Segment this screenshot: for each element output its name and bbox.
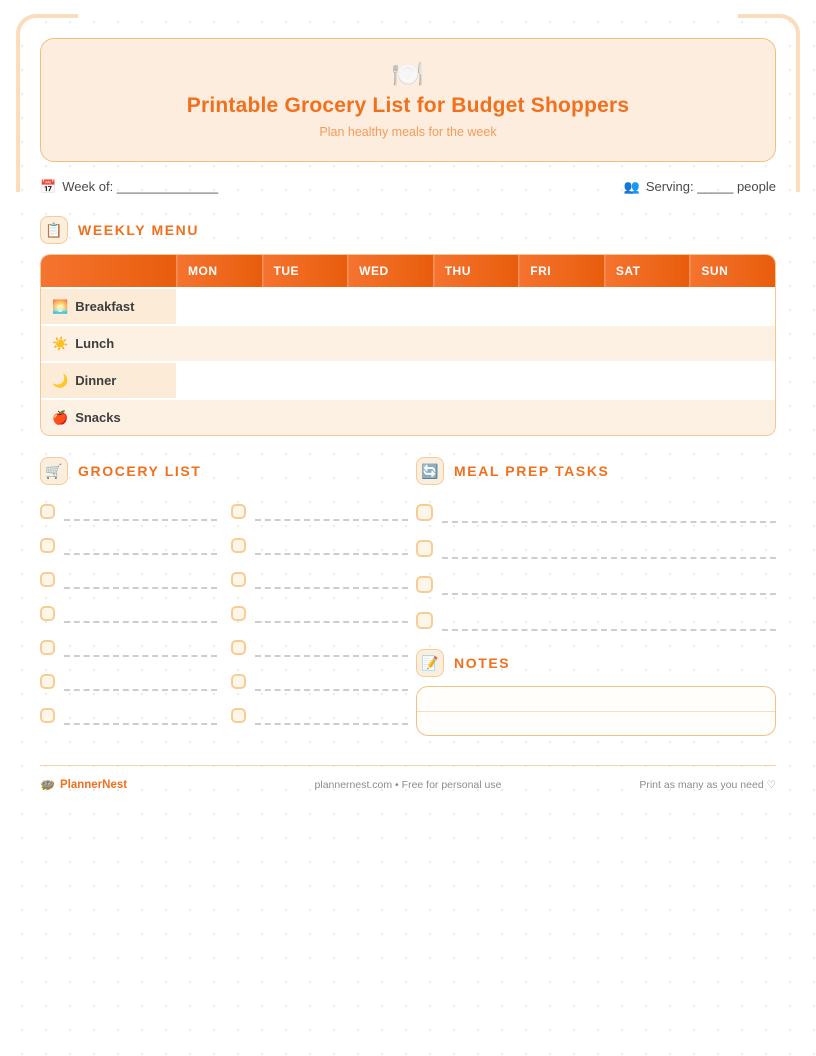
grocery-item <box>40 562 217 596</box>
row-label-snacks <box>41 400 176 435</box>
weekly-menu-header <box>40 216 776 244</box>
grocery-item <box>231 664 408 698</box>
table-header-fri: FRI <box>518 255 604 287</box>
meal-prep-row <box>416 494 776 530</box>
grocery-item <box>40 698 217 732</box>
grocery-checkbox[interactable] <box>40 708 55 723</box>
grocery-checkbox[interactable] <box>40 504 55 519</box>
plate-cutlery-icon: 🍽️ <box>391 59 425 89</box>
grocery-list-header <box>40 457 408 485</box>
grocery-write-line <box>255 553 408 555</box>
meal-prep-section <box>416 457 776 638</box>
dinner-entry-cells[interactable] <box>176 363 775 398</box>
grocery-item <box>231 528 408 562</box>
table-header-mon: MON <box>176 255 262 287</box>
table-header-row <box>41 255 775 287</box>
notes-box[interactable] <box>416 686 776 736</box>
meal-prep-write-line <box>442 629 776 631</box>
meta-row <box>40 179 776 194</box>
grocery-row <box>40 664 408 698</box>
right-column <box>416 457 776 736</box>
grocery-checkbox[interactable] <box>231 538 246 553</box>
meal-prep-item <box>416 602 776 638</box>
serving-label: Serving: _____ people <box>645 179 776 194</box>
grocery-item <box>40 664 217 698</box>
grocery-checkbox[interactable] <box>231 504 246 519</box>
table-header-corner <box>41 255 176 287</box>
meal-prep-checkbox[interactable] <box>416 504 433 521</box>
grocery-checkbox[interactable] <box>231 640 246 655</box>
grocery-write-line <box>255 655 408 657</box>
grocery-checkbox[interactable] <box>40 572 55 587</box>
table-row-snacks <box>41 398 775 435</box>
clipboard-icon: 📋 <box>40 216 68 244</box>
brand-logo <box>40 779 240 791</box>
meal-prep-row <box>416 566 776 602</box>
table-header-sun: SUN <box>689 255 775 287</box>
notes-header <box>416 649 776 677</box>
meal-prep-title: MEAL PREP TASKS <box>454 463 610 479</box>
grocery-row <box>40 562 408 596</box>
meal-prep-item <box>416 566 776 602</box>
lunch-entry-cells[interactable] <box>176 326 775 361</box>
meal-prep-write-line <box>442 521 776 523</box>
grocery-write-line <box>64 621 217 623</box>
grocery-write-line <box>255 689 408 691</box>
page-title: Printable Grocery List for Budget Shoppers <box>186 94 630 117</box>
grocery-checkbox[interactable] <box>231 572 246 587</box>
footer-center-text: plannernest.com • Free for personal use <box>314 779 502 791</box>
table-header-tue: TUE <box>262 255 348 287</box>
lower-sections <box>40 457 776 736</box>
sun-icon: ☀️ <box>52 336 69 351</box>
weekly-menu-table <box>40 254 776 436</box>
row-label-dinner <box>41 363 176 398</box>
grocery-write-line <box>255 587 408 589</box>
footer-right-text: Print as many as you need ♡ <box>639 779 776 791</box>
memo-icon: 📝 <box>416 649 444 677</box>
table-header-wed: WED <box>347 255 433 287</box>
people-icon: 👥 <box>623 179 640 194</box>
meal-prep-row <box>416 602 776 638</box>
grocery-checkbox[interactable] <box>40 674 55 689</box>
row-label-text: Snacks <box>75 410 121 425</box>
nest-icon: 🪺 <box>40 778 55 792</box>
meal-prep-checkbox[interactable] <box>416 540 433 557</box>
grocery-rows <box>40 494 408 732</box>
row-label-text: Lunch <box>75 336 115 351</box>
meal-prep-item <box>416 494 776 530</box>
meal-prep-item <box>416 530 776 566</box>
notes-ruled-line <box>417 711 775 712</box>
grocery-write-line <box>64 723 217 725</box>
breakfast-entry-cells[interactable] <box>176 289 775 324</box>
brand-name: PlannerNest <box>59 779 128 791</box>
grocery-list-section <box>40 457 408 736</box>
grocery-write-line <box>64 655 217 657</box>
grocery-write-line <box>255 723 408 725</box>
grocery-item <box>231 630 408 664</box>
grocery-item <box>231 596 408 630</box>
row-label-text: Dinner <box>75 373 117 388</box>
grocery-row <box>40 494 408 528</box>
grocery-item <box>231 494 408 528</box>
grocery-checkbox[interactable] <box>231 674 246 689</box>
row-label-lunch <box>41 326 176 361</box>
page-footer <box>40 765 776 791</box>
grocery-write-line <box>64 689 217 691</box>
grocery-write-line <box>64 553 217 555</box>
apple-icon: 🍎 <box>52 410 69 425</box>
grocery-row <box>40 698 408 732</box>
weekly-menu-section <box>40 216 776 436</box>
grocery-checkbox[interactable] <box>40 538 55 553</box>
grocery-list-title: GROCERY LIST <box>78 463 202 479</box>
table-header-sat: SAT <box>604 255 690 287</box>
shopping-cart-icon: 🛒 <box>40 457 68 485</box>
grocery-write-line <box>64 587 217 589</box>
table-header-thu: THU <box>433 255 519 287</box>
grocery-checkbox[interactable] <box>231 606 246 621</box>
grocery-row <box>40 596 408 630</box>
meal-prep-row <box>416 530 776 566</box>
grocery-row <box>40 630 408 664</box>
serving-field[interactable] <box>624 179 776 194</box>
meal-prep-write-line <box>442 593 776 595</box>
grocery-row <box>40 528 408 562</box>
recycle-arrows-icon: 🔄 <box>416 457 444 485</box>
header-card <box>40 38 776 162</box>
meal-prep-write-line <box>442 557 776 559</box>
grocery-write-line <box>64 519 217 521</box>
grocery-checkbox[interactable] <box>231 708 246 723</box>
row-label-text: Breakfast <box>75 299 135 314</box>
meal-prep-header <box>416 457 776 485</box>
grocery-checkbox[interactable] <box>40 606 55 621</box>
page-subtitle: Plan healthy meals for the week <box>319 125 497 139</box>
footer-left <box>40 779 240 791</box>
weekly-menu-title: WEEKLY MENU <box>78 222 200 238</box>
calendar-icon: 📅 <box>40 179 57 194</box>
week-of-field[interactable] <box>40 179 218 194</box>
crescent-moon-icon: 🌙 <box>52 373 69 388</box>
grocery-checkbox[interactable] <box>40 640 55 655</box>
meal-prep-checkbox[interactable] <box>416 612 433 629</box>
sunrise-icon: 🌅 <box>52 299 69 314</box>
grocery-write-line <box>255 519 408 521</box>
grocery-item <box>40 528 217 562</box>
grocery-item <box>40 630 217 664</box>
meal-prep-checkbox[interactable] <box>416 576 433 593</box>
grocery-item <box>231 562 408 596</box>
table-row-lunch <box>41 324 775 361</box>
grocery-item <box>40 596 217 630</box>
week-of-label: Week of: ______________ <box>62 179 219 194</box>
table-row-dinner <box>41 361 775 398</box>
grocery-item <box>40 494 217 528</box>
grocery-write-line <box>255 621 408 623</box>
row-label-breakfast <box>41 289 176 324</box>
meal-prep-rows <box>416 494 776 638</box>
table-row-breakfast <box>41 287 775 324</box>
snacks-entry-cells[interactable] <box>176 400 775 435</box>
notes-title: NOTES <box>454 655 511 671</box>
grocery-item <box>231 698 408 732</box>
